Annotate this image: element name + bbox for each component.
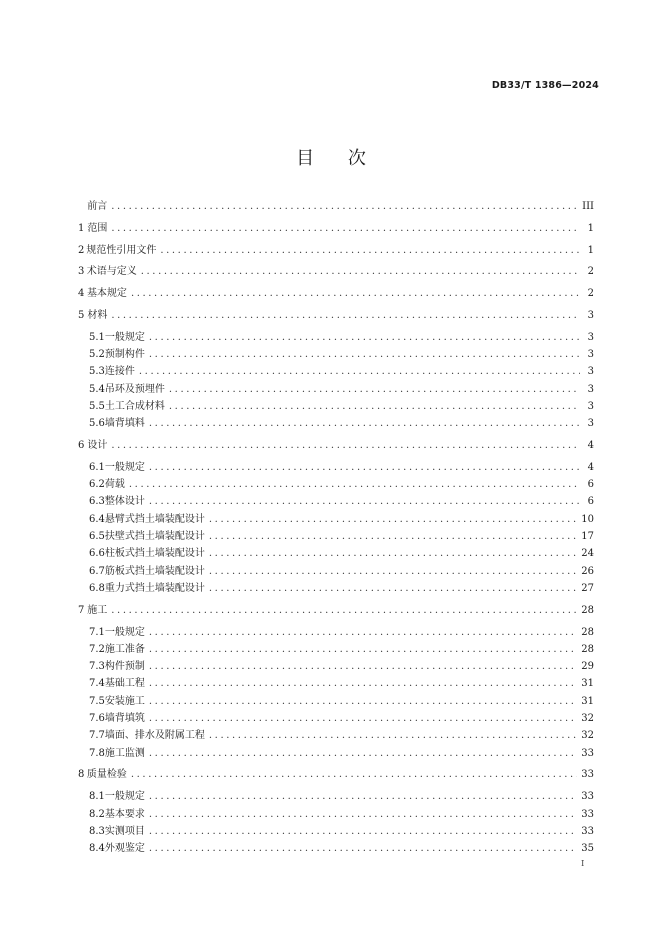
toc-entry-label: 施工准备	[104, 643, 145, 655]
toc-entry-page: 2	[587, 266, 594, 278]
toc-dot-leader	[111, 220, 580, 237]
toc-dot-leader	[149, 745, 577, 762]
toc-entry-page: 4	[587, 440, 594, 452]
toc-entry[interactable]	[78, 242, 594, 259]
toc-entry[interactable]	[78, 693, 594, 710]
toc-entry-label: 构件预制	[104, 661, 145, 673]
toc-dot-leader	[131, 766, 577, 783]
toc-entry-label: 基本要求	[104, 808, 145, 820]
toc-entry-number: 7	[78, 604, 85, 616]
toc-entry-label: 柱板式挡土墙装配设计	[104, 548, 205, 560]
toc-entry-number: 7.5	[89, 695, 105, 707]
toc-entry-label: 墙背填料	[104, 418, 145, 430]
toc-entry-number: 5.6	[89, 418, 105, 430]
toc-entry-label: 吊环及预埋件	[104, 383, 165, 395]
toc-entry-label: 连接件	[104, 366, 135, 378]
toc-entry-number: 5.4	[89, 383, 105, 395]
toc-entry-page: 1	[587, 244, 594, 256]
page-number: I	[581, 859, 585, 869]
toc-entry-page: 29	[581, 661, 594, 673]
toc-dot-leader	[149, 806, 577, 823]
toc-entry-number: 6.7	[89, 565, 105, 577]
toc-entry-number: 7.1	[89, 626, 105, 638]
toc-entry[interactable]	[78, 220, 594, 237]
toc-entry-number: 8.4	[89, 843, 105, 855]
toc-entry-number: 6	[78, 440, 85, 452]
toc-entry-label: 范围	[87, 222, 108, 234]
toc-dot-leader	[131, 285, 580, 302]
toc-entry[interactable]	[78, 806, 594, 823]
toc-entry-number: 3	[78, 266, 85, 278]
toc-entry-label: 外观鉴定	[104, 843, 145, 855]
toc-entry-page: 2	[587, 288, 594, 300]
toc-entry[interactable]	[78, 381, 594, 398]
toc-entry[interactable]	[78, 710, 594, 727]
toc-entry-page: 35	[581, 843, 594, 855]
page-title: 目 次	[296, 148, 380, 169]
toc-entry-number: 5.3	[89, 366, 105, 378]
toc-entry[interactable]	[78, 823, 594, 840]
toc-entry-label: 材料	[87, 309, 108, 321]
toc-entry-label: 基础工程	[104, 678, 145, 690]
toc-entry-number: 5	[78, 309, 85, 321]
toc-dot-leader	[149, 415, 580, 432]
toc-entry-page: 26	[581, 565, 594, 577]
toc-entry[interactable]	[78, 602, 594, 619]
toc-entry[interactable]	[78, 511, 594, 528]
toc-entry-page: 3	[587, 418, 594, 430]
toc-entry-label: 施工	[87, 604, 108, 616]
toc-dot-leader	[129, 476, 580, 493]
toc-dot-leader	[209, 545, 577, 562]
toc-entry-number: 8	[78, 769, 85, 781]
toc-dot-leader	[169, 381, 580, 398]
toc-entry-label: 安装施工	[104, 695, 145, 707]
toc-entry[interactable]	[78, 459, 594, 476]
toc-entry-number: 5.5	[89, 400, 105, 412]
toc-entry-number: 7.4	[89, 678, 105, 690]
toc-entry-label: 整体设计	[104, 496, 145, 508]
toc-entry-number: 8.3	[89, 825, 105, 837]
toc-entry[interactable]	[78, 766, 594, 783]
toc-entry-page: 1	[587, 222, 594, 234]
toc-dot-leader	[209, 563, 577, 580]
toc-dot-leader	[169, 398, 580, 415]
toc-entry[interactable]	[78, 675, 594, 692]
toc-dot-leader	[149, 788, 577, 805]
toc-entry[interactable]	[78, 198, 594, 215]
toc-entry[interactable]	[78, 745, 594, 762]
toc-entry[interactable]	[78, 545, 594, 562]
toc-entry-page: 3	[587, 331, 594, 343]
toc-entry-label: 一般规定	[104, 461, 145, 473]
toc-entry[interactable]	[78, 415, 594, 432]
toc-entry-page: 3	[587, 366, 594, 378]
toc-entry-number: 4	[78, 288, 85, 300]
toc-entry-number: 8.2	[89, 808, 105, 820]
toc-entry-label: 规范性引用文件	[86, 244, 157, 256]
toc-entry-label: 实测项目	[104, 825, 145, 837]
toc-entry-number: 6.4	[89, 513, 105, 525]
toc-entry-page: 33	[581, 808, 594, 820]
toc-entry-label: 墙背填筑	[104, 713, 145, 725]
toc-dot-leader	[149, 840, 577, 857]
toc-dot-leader	[160, 242, 580, 259]
toc-entry-number: 6.6	[89, 548, 105, 560]
toc-entry[interactable]	[78, 563, 594, 580]
toc-entry-page: 10	[581, 513, 594, 525]
toc-entry-page: 32	[581, 730, 594, 742]
toc-entry[interactable]	[78, 788, 594, 805]
toc-entry[interactable]	[78, 624, 594, 641]
toc-entry-number: 8.1	[89, 791, 105, 803]
toc-entry-label: 悬臂式挡土墙装配设计	[104, 513, 205, 525]
toc-entry-label: 质量检验	[86, 769, 127, 781]
toc-entry-page: 28	[581, 626, 594, 638]
toc-entry-number: 7.8	[89, 747, 105, 759]
toc-entry-number: 6.3	[89, 496, 105, 508]
toc-entry-label: 土工合成材料	[104, 400, 165, 412]
toc-dot-leader	[139, 363, 580, 380]
toc-entry-label: 重力式挡土墙装配设计	[104, 582, 205, 594]
toc-dot-leader	[209, 580, 577, 597]
toc-entry-page: 28	[581, 643, 594, 655]
toc-entry[interactable]	[78, 346, 594, 363]
toc-dot-leader	[149, 459, 580, 476]
toc-dot-leader	[141, 263, 580, 280]
toc-entry-number: 5.1	[89, 331, 105, 343]
toc-entry-number: 6.1	[89, 461, 105, 473]
toc-dot-leader	[209, 511, 577, 528]
toc-entry-page: 6	[587, 479, 594, 491]
toc-entry-label: 筋板式挡土墙装配设计	[104, 565, 205, 577]
toc-entry-page: 33	[581, 791, 594, 803]
toc-entry-page: 4	[587, 461, 594, 473]
toc-entry-page: 31	[581, 695, 594, 707]
toc-dot-leader	[209, 528, 577, 545]
toc-entry-number: 5.2	[89, 349, 105, 361]
toc-entry-page: 6	[587, 496, 594, 508]
toc-entry-page: 3	[587, 309, 594, 321]
toc-dot-leader	[149, 823, 577, 840]
toc-dot-leader	[149, 624, 577, 641]
toc-entry[interactable]	[78, 263, 594, 280]
toc-entry-number: 7.2	[89, 643, 105, 655]
toc-entry-label: 墙面、排水及附属工程	[104, 730, 205, 742]
toc-dot-leader	[149, 346, 580, 363]
toc-entry-number: 7.7	[89, 730, 105, 742]
toc-entry-label: 一般规定	[104, 331, 145, 343]
toc-entry-number: 7.3	[89, 661, 105, 673]
toc-entry[interactable]	[78, 493, 594, 510]
toc-entry-label: 设计	[87, 440, 108, 452]
toc-entry-label: 荷载	[104, 479, 125, 491]
toc-entry[interactable]	[78, 658, 594, 675]
toc-dot-leader	[149, 658, 577, 675]
toc-entry-label: 基本规定	[86, 288, 127, 300]
table-of-contents	[78, 198, 594, 857]
toc-dot-leader	[209, 727, 577, 744]
toc-entry-number: 6.5	[89, 531, 105, 543]
toc-entry-number: 1	[78, 222, 85, 234]
toc-entry[interactable]	[78, 307, 594, 324]
toc-entry-label: 一般规定	[104, 791, 145, 803]
toc-dot-leader	[111, 602, 577, 619]
toc-entry-label: 预制构件	[104, 349, 145, 361]
toc-dot-leader	[149, 710, 577, 727]
toc-dot-leader	[111, 437, 580, 454]
toc-entry[interactable]	[78, 476, 594, 493]
toc-entry[interactable]	[78, 398, 594, 415]
toc-entry[interactable]	[78, 329, 594, 346]
toc-entry-page: 33	[581, 747, 594, 759]
toc-entry-label: 扶壁式挡土墙装配设计	[104, 531, 205, 543]
toc-entry-label: 施工监测	[104, 747, 145, 759]
toc-entry-page: III	[582, 201, 594, 212]
toc-dot-leader	[149, 675, 577, 692]
toc-entry-page: 28	[581, 604, 594, 616]
toc-entry[interactable]	[78, 727, 594, 744]
toc-dot-leader	[149, 329, 580, 346]
toc-entry-page: 32	[581, 713, 594, 725]
toc-entry-page: 3	[587, 400, 594, 412]
toc-entry-page: 33	[581, 825, 594, 837]
toc-entry-label: 一般规定	[104, 626, 145, 638]
toc-entry[interactable]	[78, 363, 594, 380]
toc-entry[interactable]	[78, 437, 594, 454]
toc-dot-leader	[111, 198, 578, 215]
toc-dot-leader	[149, 493, 580, 510]
toc-entry-page: 3	[587, 349, 594, 361]
toc-entry[interactable]	[78, 528, 594, 545]
toc-entry-number: 6.2	[89, 479, 105, 491]
toc-dot-leader	[111, 307, 580, 324]
toc-entry-label: 前言	[87, 201, 108, 212]
toc-entry[interactable]	[78, 641, 594, 658]
toc-entry[interactable]	[78, 580, 594, 597]
toc-entry-page: 27	[581, 582, 594, 594]
toc-entry[interactable]	[78, 840, 594, 857]
toc-entry-page: 17	[581, 531, 594, 543]
toc-entry-label: 术语与定义	[86, 266, 137, 278]
toc-entry-page: 31	[581, 678, 594, 690]
toc-entry-page: 33	[581, 769, 594, 781]
toc-entry-page: 24	[581, 548, 594, 560]
toc-entry-number: 2	[78, 244, 85, 256]
toc-entry-number: 6.8	[89, 582, 105, 594]
toc-entry-page: 3	[587, 383, 594, 395]
document-code: DB33/T 1386—2024	[491, 80, 599, 91]
toc-entry-number: 7.6	[89, 713, 105, 725]
toc-entry[interactable]	[78, 285, 594, 302]
toc-dot-leader	[149, 693, 577, 710]
toc-dot-leader	[149, 641, 577, 658]
